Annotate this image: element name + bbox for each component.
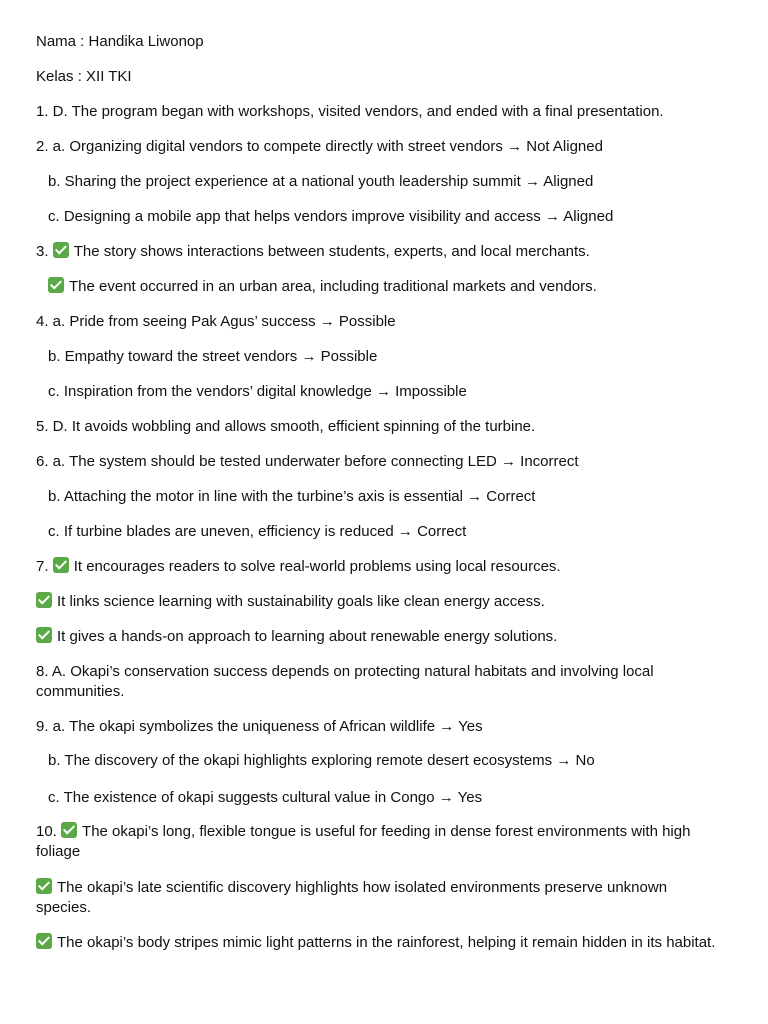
check-mark-icon	[61, 822, 77, 838]
answer-2c: c. Designing a mobile app that helps vendors improve visibility and access → Aligned	[48, 208, 614, 225]
answer-6c: c. If turbine blades are uneven, efficiency is reduced → Correct	[48, 523, 467, 540]
check-mark-icon	[53, 242, 69, 258]
answer-1: 1. D. The program began with workshops, visited vendors, and ended with a final presentation.	[36, 103, 664, 120]
answer-10-text-3: The okapi’s body stripes mimic light patterns in the rainforest, helping it remain hidden in its habitat.	[57, 934, 716, 951]
check-mark-icon	[36, 933, 52, 949]
answer-3-text-1: The story shows interactions between students, experts, and local merchants.	[73, 243, 590, 260]
answer-7-text-1: It encourages readers to solve real-world problems using local resources.	[73, 558, 561, 575]
answer-3-item-1	[36, 242, 726, 262]
answer-5: 5. D. It avoids wobbling and allows smooth, efficient spinning of the turbine.	[36, 418, 536, 435]
check-mark-icon	[48, 277, 64, 293]
answer-9c: c. The existence of okapi suggests cultural value in Congo → Yes	[48, 789, 483, 806]
answer-7-item-1	[36, 557, 726, 577]
answer-10-item-1	[36, 822, 726, 862]
answer-9a: 9. a. The okapi symbolizes the uniqueness of African wildlife → Yes	[36, 718, 483, 735]
check-mark-icon	[36, 592, 52, 608]
check-mark-icon	[36, 878, 52, 894]
answer-2b: b. Sharing the project experience at a national youth leadership summit → Aligned	[48, 173, 594, 190]
answer-4b: b. Empathy toward the street vendors → Possible	[48, 348, 378, 365]
answer-10-text-2: The okapi’s late scientific discovery highlights how isolated environments preserve unknown species.	[36, 879, 668, 916]
answer-7-item-2	[36, 592, 726, 612]
student-class: Kelas : XII TKI	[36, 68, 132, 85]
answer-7-number: 7.	[36, 558, 49, 575]
answer-10-item-3	[36, 933, 726, 953]
answer-10-number: 10.	[36, 823, 57, 840]
answer-9b: b. The discovery of the okapi highlights exploring remote desert ecosystems → No	[48, 752, 595, 769]
answer-7-item-3	[36, 627, 726, 647]
answer-4c: c. Inspiration from the vendors’ digital knowledge → Impossible	[48, 383, 467, 400]
answer-7-text-2: It links science learning with sustainability goals like clean energy access.	[57, 593, 545, 610]
answer-7-text-3: It gives a hands-on approach to learning about renewable energy solutions.	[57, 628, 558, 645]
answer-3-text-2: The event occurred in an urban area, including traditional markets and vendors.	[69, 278, 597, 295]
answer-3-number: 3.	[36, 243, 49, 260]
check-mark-icon	[36, 627, 52, 643]
answer-2a: 2. a. Organizing digital vendors to compete directly with street vendors → Not Aligned	[36, 138, 603, 155]
answer-4a: 4. a. Pride from seeing Pak Agus’ success → Possible	[36, 313, 396, 330]
answer-3-item-2	[48, 277, 738, 297]
student-name: Nama : Handika Liwonop	[36, 33, 204, 50]
answer-6b: b. Attaching the motor in line with the turbine’s axis is essential → Correct	[48, 488, 536, 505]
answer-6a: 6. a. The system should be tested underwater before connecting LED → Incorrect	[36, 453, 579, 470]
answer-10-item-2	[36, 878, 726, 918]
check-mark-icon	[53, 557, 69, 573]
answer-10-text-1: The okapi’s long, flexible tongue is useful for feeding in dense forest environments with high foliage	[36, 823, 691, 860]
answer-8: 8. A. Okapi’s conservation success depends on protecting natural habitats and involving local communities.	[36, 663, 654, 700]
